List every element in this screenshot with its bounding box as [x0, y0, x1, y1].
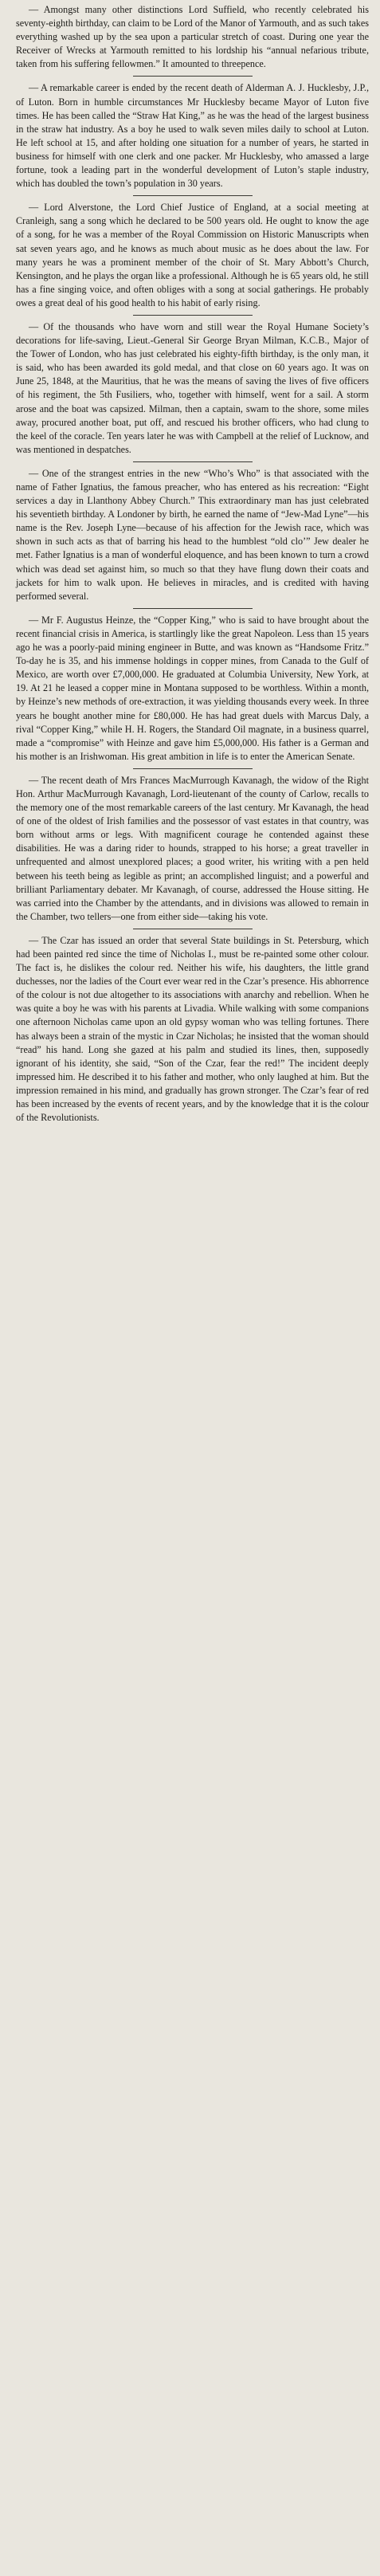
column-rule — [133, 768, 253, 769]
paragraph-lord-alverstone: — Lord Alverstone, the Lord Chief Justice of England, at a social meeting at Cranleigh, sang a song which he declared to be 500 years old. He ought to know the age of a song, for he was a member of the Royal Commission on Historic Manuscripts when sat seven years ago, and he knows as much about music as he does about the law. For many years he was a prominent member of the choir of St. Mary Abbott’s Church, Kensington, and he plays the organ like a professional. Although he is 65 years old, he still has a fine singing voice, and often obliges with a song at social gatherings. He probably owes a great deal of his good health to his habit of early rising. — [16, 202, 369, 308]
paragraph-milman: — Of the thousands who have worn and still wear the Royal Humane Society’s decorations for life-saving, Lieut.-General Sir George Bryan Milman, K.C.B., Major of the Tower of London, who has just celebrated his eighty-fifth birthday, is the only man, it is said, who has been awarded its gold medal, and that close on 60 years ago. It was on June 25, 1848, at the Mauritius, that he was the means of saving the lives of five officers of his regiment, the 5th Fusiliers, who, together with himself, went for a sail. A storm arose and the boat was capsized. Milman, then a captain, swam to the shore, some miles away, procured another boat, put off, and rescued his brother officers, who had clung to the keel of the coracle. Ten years later he was with Campbell at the relief of Lucknow, and was mentioned in despatches. — [16, 320, 369, 455]
column-rule — [133, 195, 253, 196]
column-rule — [133, 315, 253, 316]
column-rule — [133, 461, 253, 462]
paragraph-kavanagh: — The recent death of Mrs Frances MacMurrough Kavanagh, the widow of the Right Hon. Arthur MacMurrough Kavanagh, Lord-lieutenant of the county of Carlow, recalls to the memory one of the most remarkable careers of the last century. Mr Kavanagh, the head of one of the oldest of Irish families and the possessor of vast estates in that country, was born without arms or legs. With magnificent courage he contended against these disabilities. He was a daring rider to hounds, strapped to his horse; a great traveller in unfrequented and almost unexplored places; a good writer, his writing with a pen held between his teeth being as legible as print; an accomplished linguist; and a powerful and brilliant Parliamentary debater. Mr Kavanagh, of course, addressed the House sitting. He was carried into the Chamber by the attendants, and in divisions was allowed to remain in the Chamber, two tellers—one from either side—taking his vote. — [16, 774, 369, 922]
paragraph-heinze: — Mr F. Augustus Heinze, the “Copper King,” who is said to have brought about the recent financial crisis in America, is startlingly like the great Napoleon. Less than 15 years ago he was a poorly-paid mining engineer in Butte, and was known as “Handsome Fritz.” To-day he is 35, and his immense holdings in copper mines, from Canada to the Gulf of Mexico, are worth over £7,000,000. He graduated at Columbia University, New York, at 19. At 21 he leased a copper mine in Montana supposed to be worthless. Within a month, by Heinze’s new methods of ore-extraction, it was yielding thousands every week. In three years he bought another mine for £80,000. He has had great duels with Marcus Daly, a rival “Copper King,” while H. H. Rogers, the Standard Oil magnate, in a business quarrel, made a “compromise” with Heinze and gave him £5,000,000. His father is a German and his mother is an Irishwoman. His great ambition in life is to enter the American Senate. — [16, 614, 369, 762]
paragraph-lord-suffield: — Amongst many other distinctions Lord Suffield, who recently celebrated his seventy-eighth birthday, can claim to be Lord of the Manor of Yarmouth, and as such takes everything washed up by the sea upon a particular stretch of coast. During one year the Receiver of Wrecks at Yarmouth remitted to his lordship his “annual nefarious tribute, taken from his suffering fellowmen.” It amounted to threepence. — [16, 4, 369, 70]
paragraph-hucklesby: — A remarkable career is ended by the recent death of Alderman A. J. Hucklesby, J.P., of Luton. Born in humble circumstances Mr Hucklesby became Mayor of Luton five times. He has been called the “Straw Hat King,” as he was the head of the largest business in the straw hat industry. As a boy he used to walk seven miles daily to school at Luton. He left school at 15, and after holding one situation for a number of years, he started in business for himself with one clerk and one packer. Mr Hucklesby, who amassed a large fortune, took a leading part in the wonderful development of Luton’s staple industry, which has doubled the town’s population in 30 years. — [16, 82, 369, 190]
paragraph-czar: — The Czar has issued an order that several State buildings in St. Petersburg, which had been painted red since the time of Nicholas I., must be re-painted some other colour. The fact is, he dislikes the colour red. Neither his wife, his daughters, the little grand duchesses, nor the ladies of the Court ever wear red in the Czar’s presence. His abhorrence of the colour is not due altogether to its associations with anarchy and rebellion. When he was quite a boy he was with his parents at Livadia. While walking with some companions one afternoon Nicholas came upon an old gypsy woman who was telling fortunes. There has always been a strain of the mystic in Czar Nicholas; he insisted that the woman should “read” his hand. Long she gazed at his palm and studied its lines, then, supposedly ignorant of his identity, she said, “Son of the Czar, fear the red!” The incident deeply impressed him. He described it to his father and mother, who only laughed at him. But the impression remained in his mind, and gradually has grown stronger. The Czar’s fear of red has been increased by the events of recent years, and by the knowledge that it is the colour of the Revolutionists. — [16, 934, 369, 1124]
paragraph-father-ignatius: — One of the strangest entries in the new “Who’s Who” is that associated with the name of Father Ignatius, the famous preacher, who has entered as his recreation: “Eight services a day in Llanthony Abbey Church.” This extraordinary man has just celebrated his seventieth birthday. A Londoner by birth, he earned the name of “Jew-Mad Lyne”—his name is the Rev. Joseph Lyne—because of his affection for the Jewish race, which was shown in such acts as that of barring his head to the humblest “old clo’” Jew dealer he met. Father Ignatius is a man of wonderful eloquence, and has been known to turn a crowd which was dead set against him, so much so that they have flung down their coats and jackets for him to walk upon. He believes in miracles, and is credited with having performed several. — [16, 467, 369, 602]
column-rule — [133, 608, 253, 609]
column-rule — [133, 76, 253, 77]
